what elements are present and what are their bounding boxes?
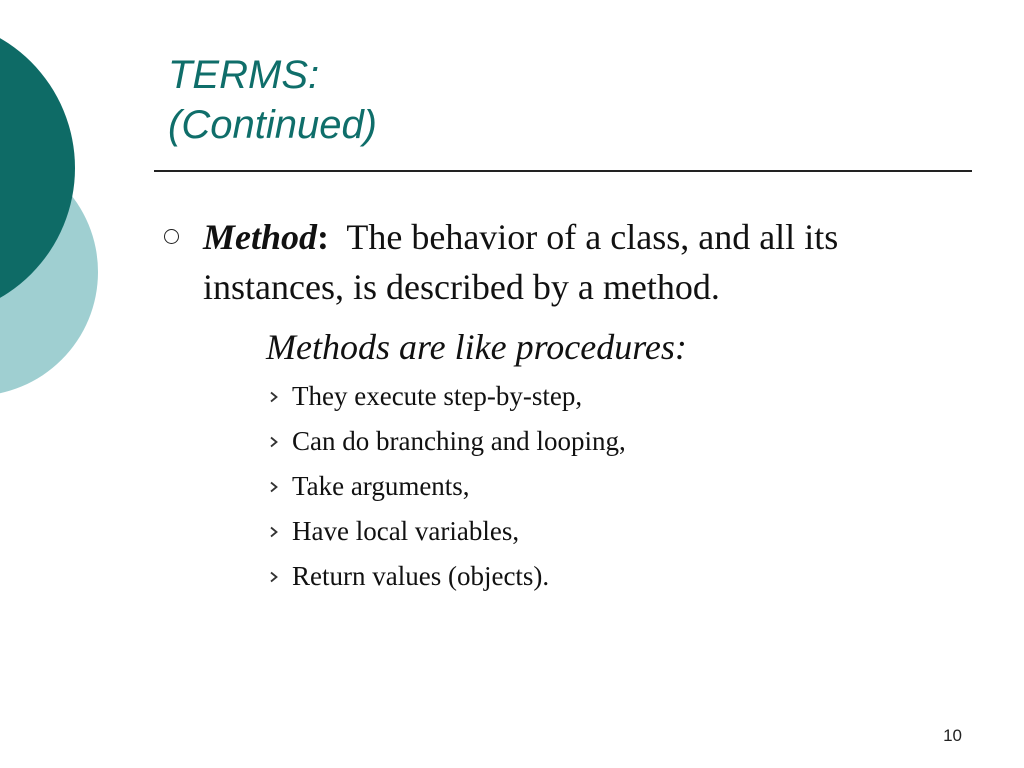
title-divider — [154, 170, 972, 172]
list-item — [268, 555, 626, 600]
chevron-right-icon — [268, 420, 292, 462]
chevron-right-icon — [268, 375, 292, 417]
list-item-text: Return values (objects). — [292, 561, 550, 591]
list-item — [268, 510, 626, 555]
method-definition — [203, 212, 963, 312]
procedure-list — [268, 375, 626, 600]
list-item — [268, 465, 626, 510]
list-item-text: They execute step-by-step, — [292, 381, 583, 411]
list-item-text: Take arguments, — [292, 471, 470, 501]
slide-title — [168, 50, 377, 150]
chevron-right-icon — [268, 465, 292, 507]
subheading: Methods are like procedures: — [266, 327, 687, 367]
chevron-right-icon — [268, 510, 292, 552]
title-line-2: (Continued) — [168, 103, 378, 147]
page-number: 10 — [943, 726, 962, 745]
title-line-1: TERMS: — [168, 53, 320, 97]
term-method: Method — [203, 217, 318, 257]
list-item-text: Can do branching and looping, — [292, 426, 626, 456]
definition-text: The behavior of a class, and all its instances, is described by a method. — [203, 217, 848, 307]
list-item — [268, 375, 626, 420]
chevron-right-icon — [268, 555, 292, 597]
list-item-text: Have local variables, — [292, 516, 520, 546]
circle-bullet-icon — [164, 229, 179, 244]
term-colon: : — [317, 217, 330, 257]
list-item — [268, 420, 626, 465]
